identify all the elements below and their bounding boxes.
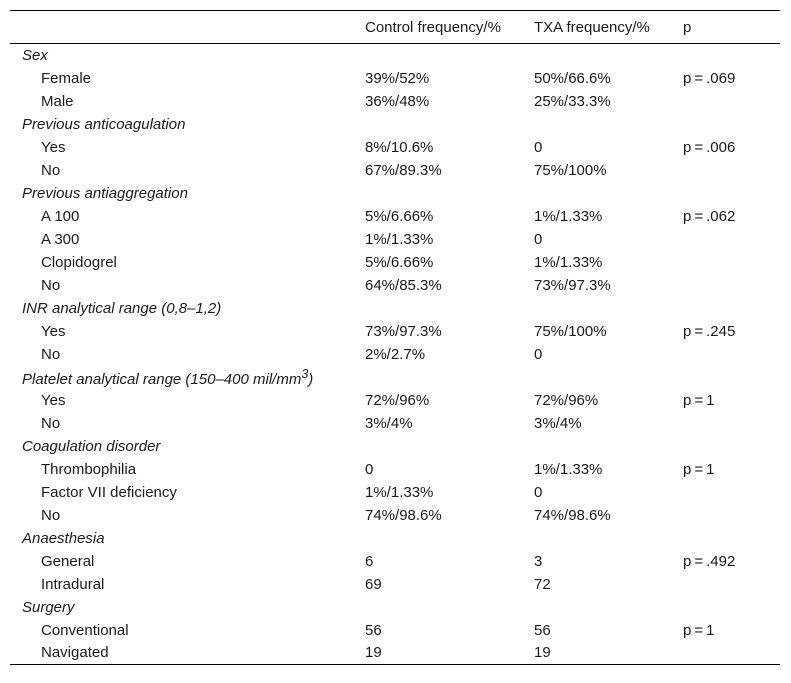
table-row xyxy=(10,159,780,182)
group-row xyxy=(10,435,780,458)
p-value xyxy=(683,228,780,251)
control-value: 74%/98.6% xyxy=(365,506,442,524)
group-label xyxy=(10,527,780,550)
row-label: Conventional xyxy=(41,621,129,639)
p-value xyxy=(683,251,780,274)
control-value: 64%/85.3% xyxy=(365,276,442,294)
group-label xyxy=(10,182,780,205)
txa-value: 72 xyxy=(534,575,551,593)
control-value: 67%/89.3% xyxy=(365,161,442,179)
txa-value: 25%/33.3% xyxy=(534,92,611,110)
p-value: p = 1 xyxy=(683,391,715,409)
group-label-text: Previous antiaggregation xyxy=(22,184,188,202)
group-row xyxy=(10,366,780,389)
comparison-table xyxy=(10,10,780,665)
group-label-tail: ) xyxy=(308,370,314,388)
p-value xyxy=(683,90,780,113)
group-label xyxy=(10,297,780,320)
p-value: p = 1 xyxy=(683,460,715,478)
table-row xyxy=(10,481,780,504)
table-row xyxy=(10,642,780,665)
table-row xyxy=(10,228,780,251)
row-label: General xyxy=(41,552,95,570)
control-value: 8%/10.6% xyxy=(365,138,434,156)
group-label xyxy=(10,366,780,389)
p-value: p = .006 xyxy=(683,138,736,156)
table-row xyxy=(10,343,780,366)
row-label: Clopidogrel xyxy=(41,253,117,271)
row-label: Yes xyxy=(41,138,66,156)
table-row xyxy=(10,504,780,527)
group-row xyxy=(10,182,780,205)
control-value: 1%/1.33% xyxy=(365,483,434,501)
txa-value: 0 xyxy=(534,138,543,156)
control-value: 5%/6.66% xyxy=(365,207,434,225)
row-label: No xyxy=(41,276,61,294)
p-value xyxy=(683,274,780,297)
p-value xyxy=(683,573,780,596)
control-value: 36%/48% xyxy=(365,92,430,110)
txa-value: 56 xyxy=(534,621,551,639)
row-label: Factor VII deficiency xyxy=(41,483,177,501)
p-value xyxy=(683,504,780,527)
control-value: 19 xyxy=(365,642,534,665)
table-row xyxy=(10,274,780,297)
p-value xyxy=(683,481,780,504)
txa-value: 75%/100% xyxy=(534,322,607,340)
table-row xyxy=(10,389,780,412)
row-label: Female xyxy=(41,69,92,87)
txa-value: 75%/100% xyxy=(534,161,607,179)
group-label-text: Previous anticoagulation xyxy=(22,115,186,133)
group-label xyxy=(10,596,780,619)
txa-value: 72%/96% xyxy=(534,391,599,409)
txa-value: 74%/98.6% xyxy=(534,506,611,524)
txa-value: 0 xyxy=(534,345,543,363)
table-row xyxy=(10,90,780,113)
group-label-superscript: 3 xyxy=(301,366,309,381)
row-label: A 100 xyxy=(41,207,80,225)
control-value: 69 xyxy=(365,575,382,593)
p-value: p = .069 xyxy=(683,69,736,87)
p-value xyxy=(683,412,780,435)
row-label: No xyxy=(41,345,61,363)
group-row xyxy=(10,596,780,619)
table-row xyxy=(10,412,780,435)
header-p: p xyxy=(683,11,780,44)
table-row xyxy=(10,205,780,228)
txa-value: 50%/66.6% xyxy=(534,69,611,87)
row-label: A 300 xyxy=(41,230,80,248)
group-row xyxy=(10,297,780,320)
group-label xyxy=(10,113,780,136)
group-label xyxy=(10,435,780,458)
txa-value: 0 xyxy=(534,483,543,501)
group-row xyxy=(10,527,780,550)
control-value: 39%/52% xyxy=(365,69,430,87)
table-row xyxy=(10,251,780,274)
control-value: 6 xyxy=(365,552,374,570)
control-value: 5%/6.66% xyxy=(365,253,434,271)
row-label: Thrombophilia xyxy=(41,460,137,478)
txa-value: 3 xyxy=(534,552,543,570)
p-value: p = .062 xyxy=(683,207,736,225)
txa-value: 1%/1.33% xyxy=(534,207,603,225)
group-label-text: Anaesthesia xyxy=(22,529,105,547)
txa-value: 3%/4% xyxy=(534,414,582,432)
table-row xyxy=(10,573,780,596)
header-variable xyxy=(10,11,365,44)
row-label: Navigated xyxy=(10,642,365,665)
row-label: Yes xyxy=(41,322,66,340)
txa-value: 19 xyxy=(534,642,683,665)
table-row xyxy=(10,136,780,159)
txa-value: 1%/1.33% xyxy=(534,253,603,271)
row-label: Yes xyxy=(41,391,66,409)
header-row xyxy=(10,11,780,44)
row-label: No xyxy=(41,414,61,432)
header-control: Control frequency/% xyxy=(365,11,534,44)
table-row xyxy=(10,458,780,481)
txa-value: 73%/97.3% xyxy=(534,276,611,294)
p-value xyxy=(683,159,780,182)
group-label-text: Sex xyxy=(22,46,48,64)
txa-value: 1%/1.33% xyxy=(534,460,603,478)
row-label: Male xyxy=(41,92,74,110)
table-row xyxy=(10,550,780,573)
header-txa: TXA frequency/% xyxy=(534,11,683,44)
row-label: No xyxy=(41,506,61,524)
control-value: 56 xyxy=(365,621,382,639)
p-value: p = .492 xyxy=(683,552,736,570)
group-label-text: Surgery xyxy=(22,598,75,616)
group-label xyxy=(10,44,780,67)
group-label-text: Coagulation disorder xyxy=(22,437,161,455)
group-label-text: INR analytical range (0,8–1,2) xyxy=(22,299,222,317)
p-value: p = .245 xyxy=(683,322,736,340)
p-value xyxy=(683,343,780,366)
control-value: 1%/1.33% xyxy=(365,230,434,248)
row-label: Intradural xyxy=(41,575,105,593)
table-row xyxy=(10,320,780,343)
table-row xyxy=(10,67,780,90)
table-row xyxy=(10,619,780,642)
control-value: 73%/97.3% xyxy=(365,322,442,340)
row-label: No xyxy=(41,161,61,179)
table-body xyxy=(10,44,780,665)
control-value: 3%/4% xyxy=(365,414,413,432)
group-row xyxy=(10,113,780,136)
p-value xyxy=(683,642,780,665)
control-value: 0 xyxy=(365,460,374,478)
p-value: p = 1 xyxy=(683,621,715,639)
control-value: 72%/96% xyxy=(365,391,430,409)
txa-value: 0 xyxy=(534,230,543,248)
group-row xyxy=(10,44,780,67)
control-value: 2%/2.7% xyxy=(365,345,426,363)
group-label-text: Platelet analytical range (150–400 mil/mm xyxy=(22,370,302,388)
